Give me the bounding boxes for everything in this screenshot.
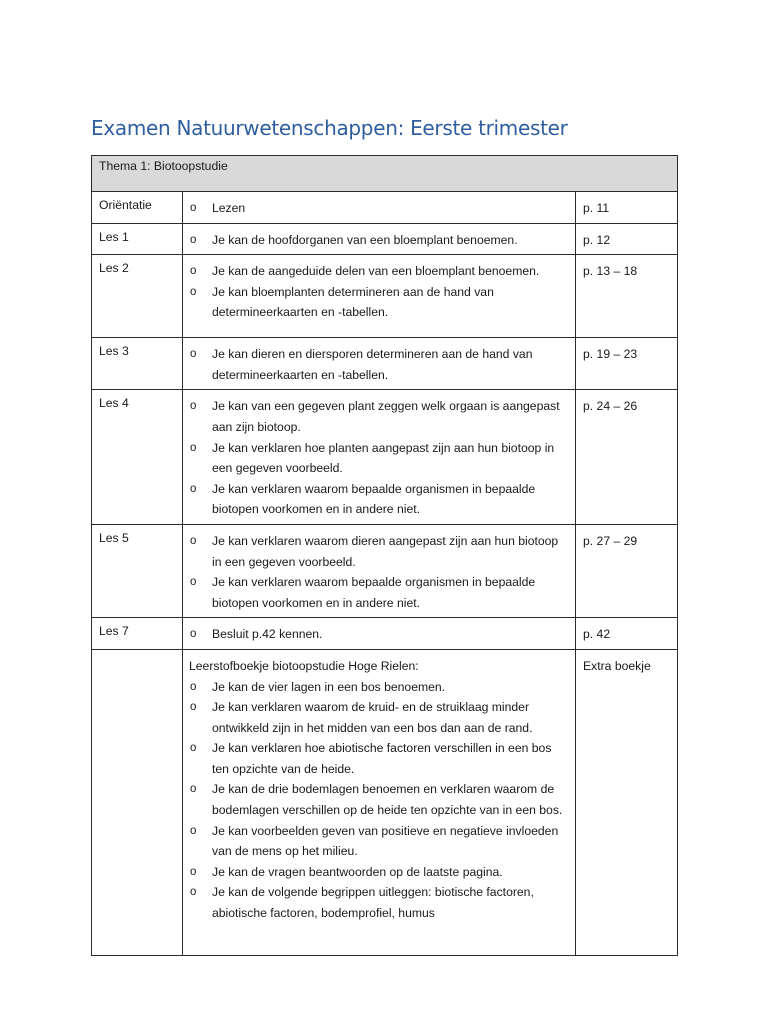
table-row xyxy=(92,255,678,338)
pages-cell xyxy=(576,649,678,955)
table-row xyxy=(92,223,678,255)
page-reference: p. 11 xyxy=(583,201,610,215)
objectives-cell xyxy=(183,192,576,224)
lesson-cell: Les 1 xyxy=(92,223,183,255)
objective-item: o Je kan van een gegeven plant zeggen welk orgaan is aangepast aan zijn biotoop. xyxy=(189,396,571,437)
objective-item: o Je kan verklaren waarom bepaalde organismen in bepaalde biotopen voorkomen en in andere niet. xyxy=(189,572,571,613)
objectives-cell xyxy=(183,255,576,338)
objectives-list xyxy=(189,261,571,323)
page-reference: p. 42 xyxy=(583,627,611,642)
theme-header: Thema 1: Biotoopstudie xyxy=(92,156,678,192)
table-row xyxy=(92,192,678,224)
document-title: Examen Natuurwetenschappen: Eerste trimester xyxy=(91,116,568,140)
table-row xyxy=(92,338,678,390)
table-row xyxy=(92,618,678,650)
page-reference: Extra boekje xyxy=(583,658,651,673)
pages-cell xyxy=(576,192,678,224)
objective-item: o Je kan de volgende begrippen uitleggen: biotische factoren, abiotische factoren, bodemprofiel, humus xyxy=(189,882,571,923)
objective-item: o Je kan dieren en diersporen determineren aan de hand van determineerkaarten en -tabellen. xyxy=(189,344,571,385)
objective-item: o Je kan voorbeelden geven van positieve en negatieve invloeden van de mens op het milieu. xyxy=(189,821,571,862)
lesson-cell: Les 5 xyxy=(92,524,183,617)
objectives-cell xyxy=(183,338,576,390)
objectives-list xyxy=(189,396,571,520)
pages-cell xyxy=(576,338,678,390)
objective-item: o Je kan verklaren hoe abiotische factoren verschillen in een bos ten opzichte van de heide. xyxy=(189,738,571,779)
objectives-list xyxy=(189,624,571,645)
objective-item: o Je kan de hoofdorganen van een bloemplant benoemen. xyxy=(189,230,571,251)
page-reference: p. 27 – 29 xyxy=(583,533,638,548)
lesson-cell: Les 7 xyxy=(92,618,183,650)
objective-item: o Je kan de vier lagen in een bos benoemen. xyxy=(189,677,571,698)
pages-cell xyxy=(576,618,678,650)
objectives-list xyxy=(189,344,571,385)
exam-table xyxy=(91,155,678,956)
objective-item: o Je kan de aangeduide delen van een bloemplant benoemen. xyxy=(189,261,571,282)
objectives-list xyxy=(189,531,571,613)
objective-item: o Je kan de drie bodemlagen benoemen en verklaren waarom de bodemlagen verschillen op de heide ten opzichte van in een bos. xyxy=(189,779,571,820)
table-row xyxy=(92,390,678,525)
objective-item: o Je kan bloemplanten determineren aan de hand van determineerkaarten en -tabellen. xyxy=(189,282,571,323)
objectives-cell xyxy=(183,649,576,955)
objective-item: o Besluit p.42 kennen. xyxy=(189,624,571,645)
table-header-row xyxy=(92,156,678,192)
objectives-list xyxy=(189,230,571,251)
pages-cell xyxy=(576,223,678,255)
lesson-cell xyxy=(92,649,183,955)
objective-item: o Je kan verklaren waarom bepaalde organismen in bepaalde biotopen voorkomen en in andere niet. xyxy=(189,479,571,520)
pages-cell xyxy=(576,390,678,525)
objectives-list xyxy=(189,677,571,924)
page-reference: p. 19 – 23 xyxy=(583,347,638,362)
objective-item: o Lezen xyxy=(189,198,571,219)
page-reference: p. 24 – 26 xyxy=(583,399,638,414)
objective-item: o Je kan verklaren waarom de kruid- en de struiklaag minder ontwikkeld zijn in het midden van een bos dan aan de rand. xyxy=(189,697,571,738)
page-reference: p. 12 xyxy=(583,232,611,247)
objective-item: o Je kan verklaren waarom dieren aangepast zijn aan hun biotoop in een gegeven voorbeeld. xyxy=(189,531,571,572)
lesson-cell: Les 4 xyxy=(92,390,183,525)
objective-item: o Je kan verklaren hoe planten aangepast zijn aan hun biotoop in een gegeven voorbeeld. xyxy=(189,438,571,479)
lesson-cell: Les 3 xyxy=(92,338,183,390)
table-row xyxy=(92,649,678,955)
objectives-cell xyxy=(183,618,576,650)
objectives-cell xyxy=(183,223,576,255)
pages-cell xyxy=(576,255,678,338)
page-reference: p. 13 – 18 xyxy=(583,264,638,279)
pages-cell xyxy=(576,524,678,617)
lesson-cell: Les 2 xyxy=(92,255,183,338)
table-row xyxy=(92,524,678,617)
objectives-list xyxy=(189,198,571,219)
objectives-intro: Leerstofboekje biotoopstudie Hoge Rielen: xyxy=(189,658,419,673)
objectives-cell xyxy=(183,390,576,525)
objective-item: o Je kan de vragen beantwoorden op de laatste pagina. xyxy=(189,862,571,883)
lesson-cell: Oriëntatie xyxy=(92,192,183,224)
objectives-cell xyxy=(183,524,576,617)
